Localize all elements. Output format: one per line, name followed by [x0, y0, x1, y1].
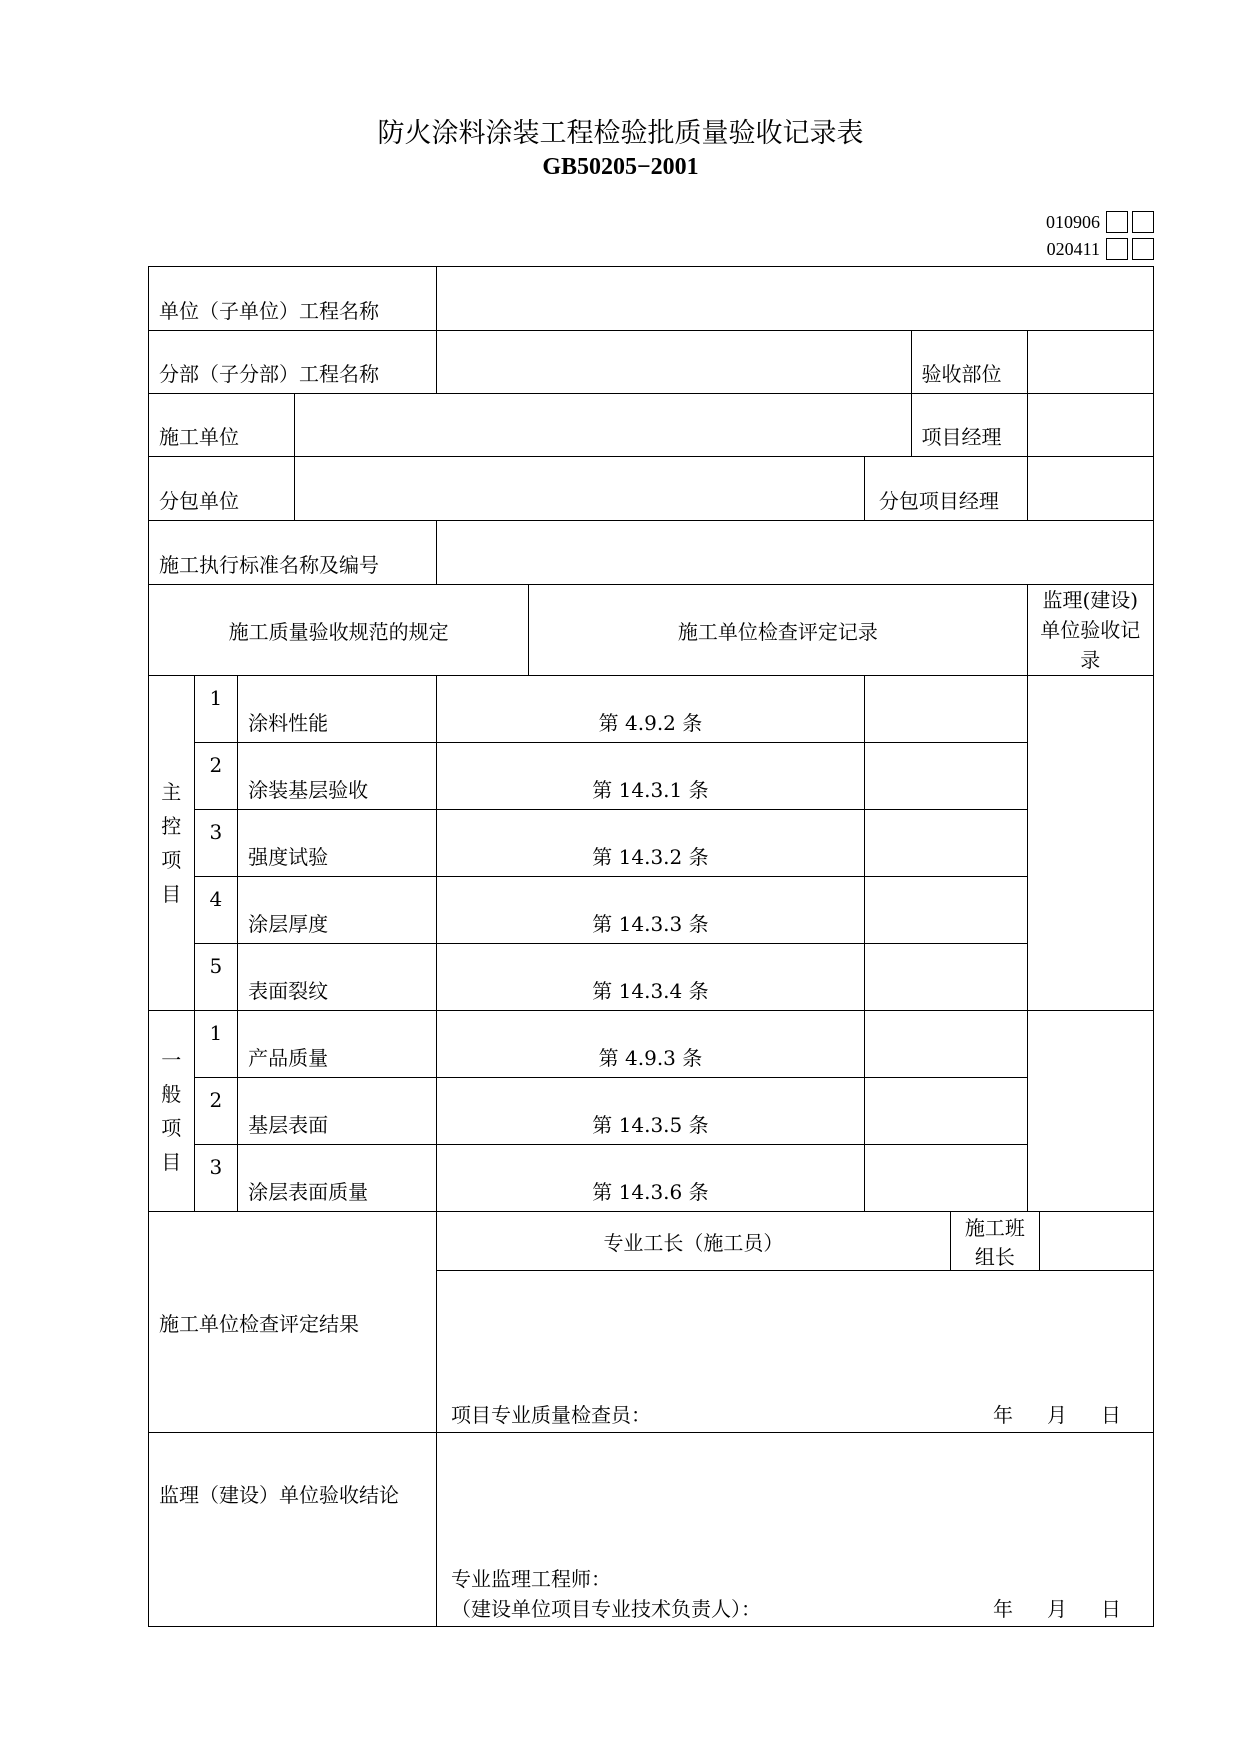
main-item-row	[149, 877, 1154, 944]
main-item-row	[149, 944, 1154, 1011]
code-row-2	[1000, 237, 1154, 261]
sub-project-manager-field[interactable]	[1027, 457, 1153, 521]
code-box[interactable]	[1106, 211, 1128, 233]
item-record-field[interactable]	[864, 944, 1027, 1011]
contractor-result-date	[991, 1399, 1123, 1428]
item-record-field[interactable]	[864, 877, 1027, 944]
contractor-field[interactable]	[295, 394, 911, 457]
standard-code: GB50205−2001	[542, 154, 699, 180]
row-subcontractor	[149, 457, 1154, 521]
subcontractor-label: 分包单位	[149, 457, 295, 521]
item-number: 2	[194, 743, 238, 810]
form-code: 020411	[1046, 239, 1100, 259]
unit-project-label: 单位（子单位）工程名称	[149, 267, 437, 331]
year-label: 年	[993, 1597, 1013, 1621]
item-number: 1	[194, 1011, 238, 1078]
item-record-field[interactable]	[864, 743, 1027, 810]
inspector-label: 项目专业质量检查员：	[451, 1403, 652, 1427]
item-clause: 第 14.3.4 条	[437, 944, 865, 1011]
general-supervision-field[interactable]	[1027, 1011, 1153, 1212]
contractor-result-field[interactable]	[437, 1271, 1154, 1433]
item-name: 表面裂纹	[238, 944, 437, 1011]
team-leader-field[interactable]	[1039, 1212, 1153, 1271]
row-sub-project	[149, 331, 1154, 394]
item-name: 强度试验	[238, 810, 437, 877]
item-clause: 第 14.3.6 条	[437, 1145, 865, 1212]
code-box[interactable]	[1132, 238, 1154, 260]
item-number: 1	[194, 676, 238, 743]
month-label: 月	[1047, 1403, 1067, 1427]
item-clause: 第 4.9.3 条	[437, 1011, 865, 1078]
foreman-label: 专业工长（施工员）	[437, 1212, 951, 1271]
main-supervision-field[interactable]	[1027, 676, 1153, 1011]
item-name: 涂装基层验收	[238, 743, 437, 810]
supervision-result-label: 监理（建设）单位验收结论	[149, 1433, 437, 1627]
main-item-row	[149, 743, 1154, 810]
item-record-field[interactable]	[864, 810, 1027, 877]
supervision-column-header: 监理(建设)单位验收记录	[1027, 585, 1153, 676]
main-items-group-label: 主控项目	[149, 676, 195, 1011]
row-supervision-result	[149, 1433, 1154, 1627]
item-record-field[interactable]	[864, 1145, 1027, 1212]
item-clause: 第 14.3.5 条	[437, 1078, 865, 1145]
sub-project-manager-label: 分包项目经理	[864, 457, 1027, 521]
item-number: 3	[194, 1145, 238, 1212]
general-items-group-label: 一般项目	[149, 1011, 195, 1212]
item-record-field[interactable]	[864, 676, 1027, 743]
item-name: 涂料性能	[238, 676, 437, 743]
sub-project-label: 分部（子分部）工程名称	[149, 331, 437, 394]
item-number: 4	[194, 877, 238, 944]
row-contractor	[149, 394, 1154, 457]
code-box[interactable]	[1132, 211, 1154, 233]
row-standard	[149, 521, 1154, 585]
record-column-header: 施工单位检查评定记录	[529, 585, 1027, 676]
item-clause: 第 14.3.3 条	[437, 877, 865, 944]
item-number: 3	[194, 810, 238, 877]
day-label: 日	[1101, 1403, 1121, 1427]
item-clause: 第 14.3.1 条	[437, 743, 865, 810]
item-record-field[interactable]	[864, 1011, 1027, 1078]
standard-label: 施工执行标准名称及编号	[149, 521, 437, 585]
item-number: 5	[194, 944, 238, 1011]
general-item-row	[149, 1078, 1154, 1145]
project-manager-label: 项目经理	[911, 394, 1027, 457]
form-code: 010906	[1046, 212, 1100, 232]
subcontractor-field[interactable]	[295, 457, 865, 521]
page-title: 防火涂料涂装工程检验批质量验收记录表	[377, 118, 864, 149]
item-clause: 第 4.9.2 条	[437, 676, 865, 743]
acceptance-form-table	[148, 266, 1154, 1627]
item-name: 涂层表面质量	[238, 1145, 437, 1212]
unit-project-field[interactable]	[437, 267, 1154, 331]
day-label: 日	[1101, 1597, 1121, 1621]
team-leader-label: 施工班组长	[950, 1212, 1039, 1271]
acceptance-part-field[interactable]	[1027, 331, 1153, 394]
code-row-1	[1000, 210, 1154, 234]
item-name: 涂层厚度	[238, 877, 437, 944]
item-clause: 第 14.3.2 条	[437, 810, 865, 877]
item-name: 基层表面	[238, 1078, 437, 1145]
supervision-result-field[interactable]	[437, 1433, 1154, 1627]
item-record-field[interactable]	[864, 1078, 1027, 1145]
code-box[interactable]	[1106, 238, 1128, 260]
row-unit-project	[149, 267, 1154, 331]
main-item-row	[149, 676, 1154, 743]
item-name: 产品质量	[238, 1011, 437, 1078]
spec-column-header: 施工质量验收规范的规定	[149, 585, 529, 676]
acceptance-part-label: 验收部位	[911, 331, 1027, 394]
general-item-row	[149, 1145, 1154, 1212]
row-contractor-result-top	[149, 1212, 1154, 1271]
year-label: 年	[993, 1403, 1013, 1427]
general-item-row	[149, 1011, 1154, 1078]
contractor-result-label: 施工单位检查评定结果	[149, 1212, 437, 1433]
standard-field[interactable]	[437, 521, 1154, 585]
contractor-label: 施工单位	[149, 394, 295, 457]
month-label: 月	[1047, 1597, 1067, 1621]
supervision-result-date	[991, 1594, 1123, 1624]
project-manager-field[interactable]	[1027, 394, 1153, 457]
row-column-headers	[149, 585, 1154, 676]
sub-project-field[interactable]	[437, 331, 911, 394]
item-number: 2	[194, 1078, 238, 1145]
main-item-row	[149, 810, 1154, 877]
owner-label: （建设单位项目专业技术负责人）：	[451, 1597, 762, 1621]
engineer-label: 专业监理工程师：	[451, 1567, 612, 1591]
